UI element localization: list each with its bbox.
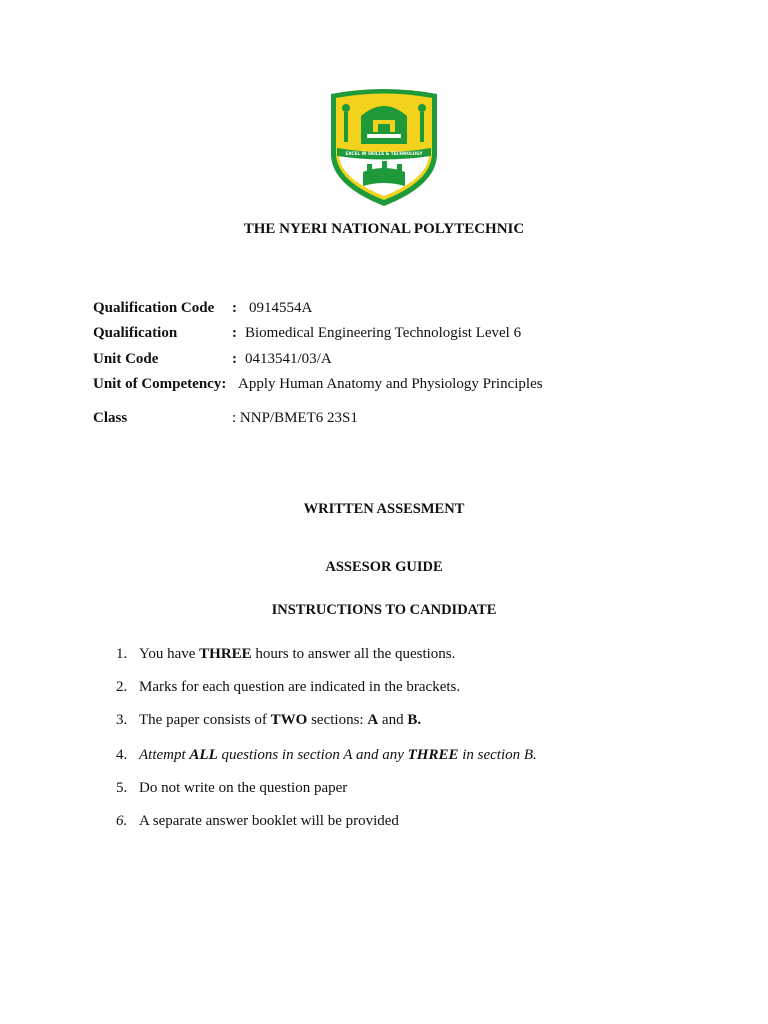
unit-code-value: 0413541/03/A (245, 351, 332, 367)
polytechnic-logo (327, 86, 441, 208)
unit-code-sep: : (232, 351, 237, 367)
institution-name: THE NYERI NATIONAL POLYTECHNIC (243, 221, 525, 237)
instruction-text: You have THREE hours to answer all the questions. (139, 646, 456, 662)
list-number: 4. (116, 747, 128, 763)
qualification-value: Biomedical Engineering Technologist Level 6 (245, 325, 522, 341)
instruction-text: The paper consists of TWO sections: A and B. (139, 712, 422, 728)
qualification-label: Qualification (93, 325, 178, 341)
qualification-code-sep: : (232, 300, 237, 316)
qualification-code-value: 0914554A (249, 300, 313, 316)
instruction-text: Do not write on the question paper (139, 780, 348, 796)
unit-code-label: Unit Code (93, 351, 159, 367)
instructions-heading: INSTRUCTIONS TO CANDIDATE (271, 602, 497, 618)
qualification-sep: : (232, 325, 237, 341)
written-assessment-heading: WRITTEN ASSESMENT (303, 501, 465, 517)
qualification-code-label: Qualification Code (93, 300, 215, 316)
class-value: : NNP/BMET6 23S1 (232, 410, 358, 426)
assessor-guide-heading: ASSESOR GUIDE (325, 559, 443, 575)
instruction-text: Attempt ALL questions in section A and any THREE in section B. (139, 747, 537, 763)
instruction-text: A separate answer booklet will be provided (139, 813, 399, 829)
logo-motto: EXCEL IN SKILLS & TECHNOLOGY (345, 151, 423, 156)
list-number: 1. (116, 646, 128, 662)
unit-of-competency-value: Apply Human Anatomy and Physiology Principles (238, 376, 543, 392)
list-number: 3. (116, 712, 128, 728)
instruction-text: Marks for each question are indicated in the brackets. (139, 679, 461, 695)
list-number: 5. (116, 780, 128, 796)
list-number: 2. (116, 679, 128, 695)
list-number: 6. (116, 813, 128, 829)
class-label: Class (93, 410, 128, 426)
unit-of-competency-label: Unit of Competency: (93, 376, 227, 392)
